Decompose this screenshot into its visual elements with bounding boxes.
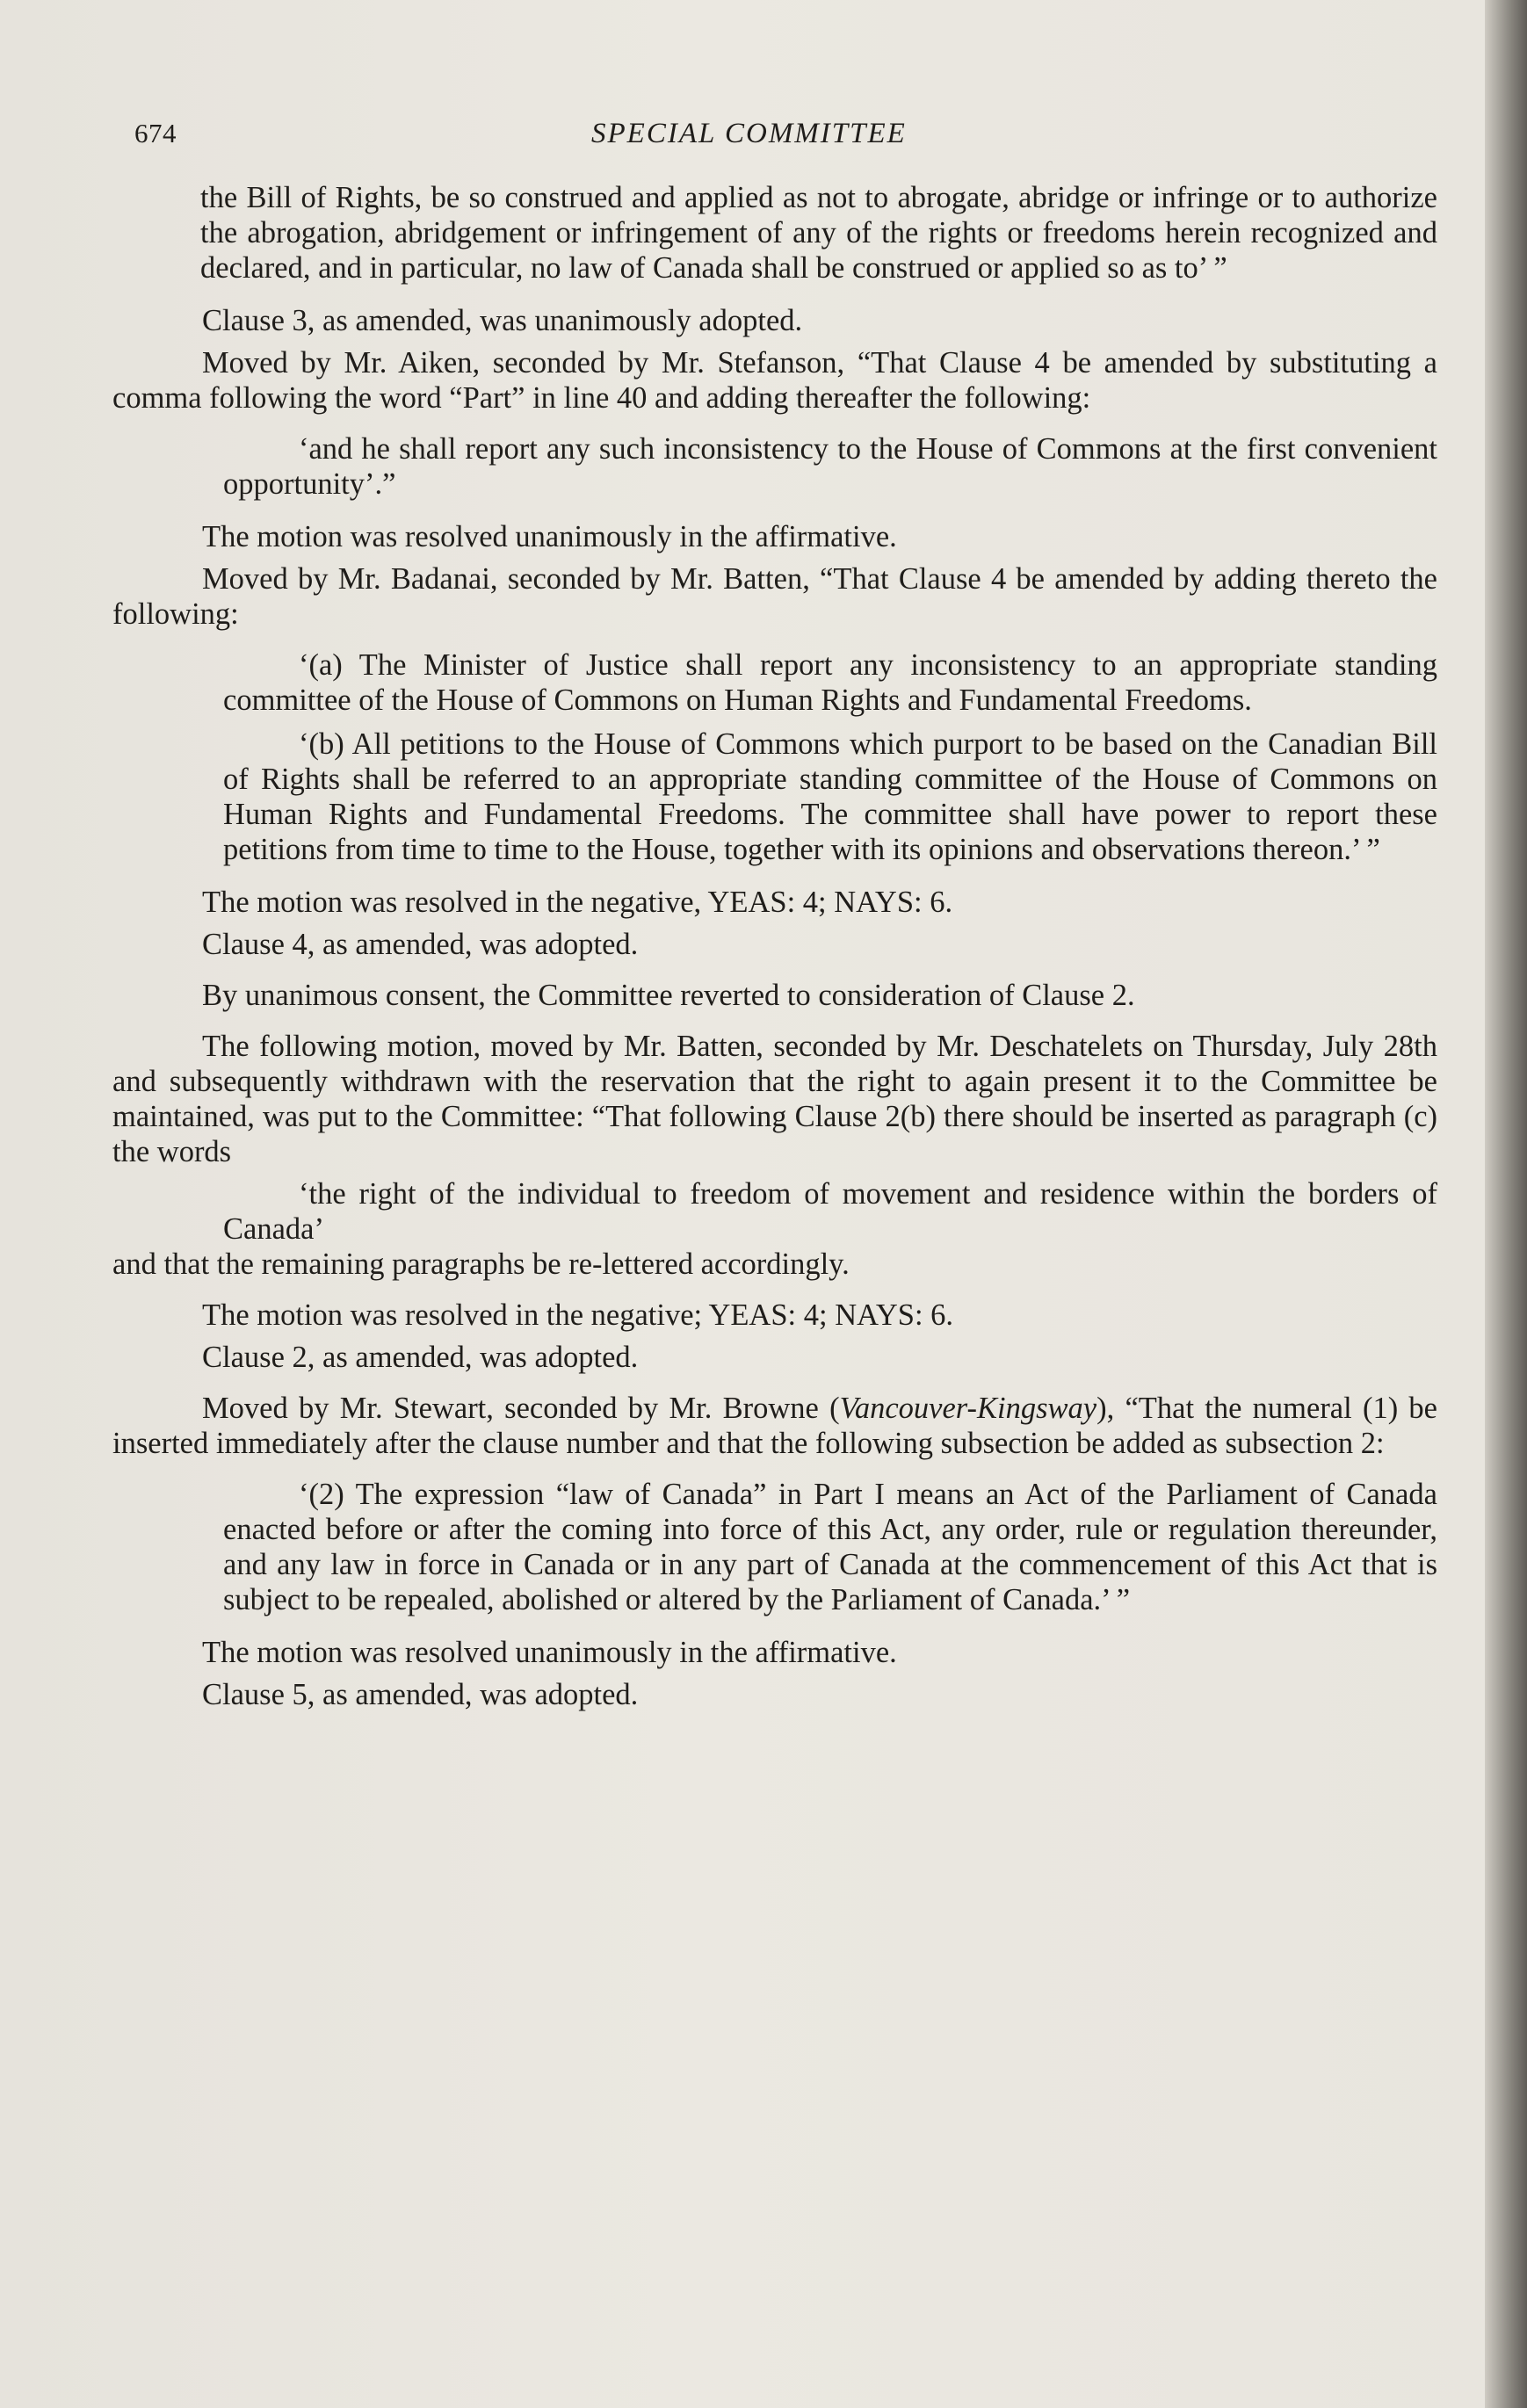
quote-report-inconsistency: ‘and he shall report any such inconsistency to the House of Commons at the first convenient opportunity’.” [223,432,1437,501]
quote-law-of-canada: ‘(2) The expression “law of Canada” in Part I means an Act of the Parliament of Canada enacted before or after the coming into force of this Act, any order, rule or regulation thereunder, and any law in force in Canada or in any part of Canada at the commencement of this Act that is subject to be repealed, abolished or altered by the Parliament of Canada.’ ” [223,1478,1437,1616]
paragraph-resolved-affirmative-2: The motion was resolved unanimously in the affirmative. [202,1636,897,1669]
paragraph-clause-3-adopted: Clause 3, as amended, was unanimously adopted. [202,304,803,337]
paragraph-clause-4-adopted: Clause 4, as amended, was adopted. [202,928,639,961]
paragraph-reverted-clause-2: By unanimous consent, the Committee reverted to consideration of Clause 2. [202,979,1135,1012]
paragraph-batten-motion: The following motion, moved by Mr. Batten, seconded by Mr. Deschatelets on Thursday, July 28th and subsequently withdrawn with the reservation that the right to again present it to the Committee be maintained, was put to the Committee: “That following Clause 2(b) there should be inserted as paragraph (c) the words [112,1030,1437,1168]
riding-name: Vancouver-Kingsway [839,1392,1097,1425]
paragraph-stewart-motion [112,1391,1437,1461]
paragraph-aiken-motion: Moved by Mr. Aiken, seconded by Mr. Stefanson, “That Clause 4 be amended by substituting a comma following the word “Part” in line 40 and adding thereafter the following: [112,346,1437,415]
quote-minister-of-justice: ‘(a) The Minister of Justice shall report any inconsistency to an appropriate standing committee of the House of Commons on Human Rights and Fundamental Freedoms. [223,648,1437,717]
paragraph-clause-5-adopted: Clause 5, as amended, was adopted. [202,1678,639,1711]
paragraph-clause-2-adopted: Clause 2, as amended, was adopted. [202,1341,639,1374]
paragraph-resolved-negative: The motion was resolved in the negative, YEAS: 4; NAYS: 6. [202,886,953,919]
paragraph-resolved-negative-2: The motion was resolved in the negative; YEAS: 4; NAYS: 6. [202,1298,954,1332]
paragraph-re-lettered: and that the remaining paragraphs be re-lettered accordingly. [112,1247,850,1281]
running-title: SPECIAL COMMITTEE [591,118,907,149]
stewart-motion-text-2: ), “That the numeral (1) be inserted immediately after the clause number and that the following subsection be added as subsection 2: [112,1392,1437,1460]
paragraph-resolved-affirmative: The motion was resolved unanimously in the affirmative. [202,520,897,553]
stewart-motion-text-1: Moved by Mr. Stewart, seconded by Mr. Browne ( [202,1392,840,1425]
body-text [112,180,1437,1728]
book-gutter-shadow [1485,0,1527,2408]
paragraph-continuation: the Bill of Rights, be so construed and applied as not to abrogate, abridge or infringe or to authorize the abrogation, abridgement or infringement of any of the rights or freedoms herein recognized and declared, and in particular, no law of Canada shall be construed or applied so as to’ ” [200,181,1437,285]
quote-freedom-of-movement: ‘the right of the individual to freedom of movement and residence within the borders of Canada’ [223,1177,1437,1246]
quote-petitions: ‘(b) All petitions to the House of Commons which purport to be based on the Canadian Bill of Rights shall be referred to an appropriate standing committee of the House of Commons on Human Rights and Fundamental Freedoms. The committee shall have power to report these petitions from time to time to the House, together with its opinions and observations thereon.’ ” [223,727,1437,866]
page-header [134,112,1435,165]
paragraph-badanai-motion: Moved by Mr. Badanai, seconded by Mr. Batten, “That Clause 4 be amended by adding thereto the following: [112,562,1437,631]
page-number: 674 [134,118,177,148]
